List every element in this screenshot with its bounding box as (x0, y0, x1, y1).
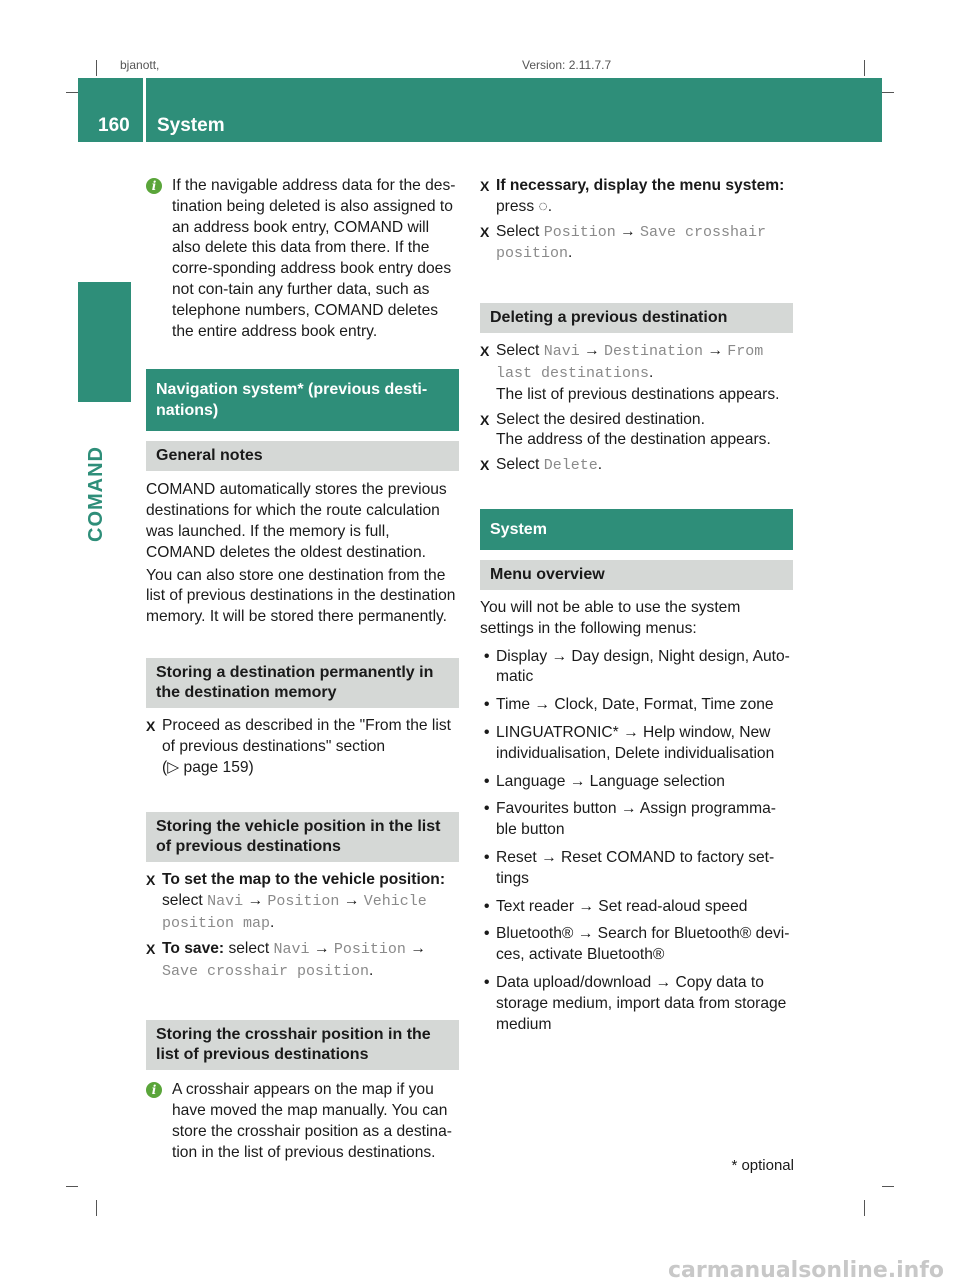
crop-mark (882, 92, 894, 93)
step-marker-icon: X (146, 940, 156, 957)
menu-list-item: • Text reader → Set read-aloud speed (480, 897, 793, 918)
side-label: COMAND (85, 446, 107, 542)
menu-list-item: • Time → Clock, Date, Format, Time zone (480, 695, 793, 716)
subsection-heading: Storing a destination permanently in the destination memory (146, 658, 459, 708)
bullet-icon: • (484, 723, 490, 741)
subsection-heading: Deleting a previous destination (480, 303, 793, 333)
subsection-heading: Menu overview (480, 560, 793, 590)
bullet-icon: • (484, 696, 490, 714)
bullet-icon: • (484, 647, 490, 665)
paragraph: You can also store one destination from the list of previous destinations in the destination memory. It will be stored there permanently. (146, 566, 456, 626)
instruction-step: X If necessary, display the menu system: press ◌. (480, 177, 785, 215)
crop-mark (96, 1200, 97, 1216)
footnote-optional: * optional (731, 1157, 794, 1174)
menu-list (480, 647, 793, 1036)
instruction-step: X To save: select Navi → Position → Save crosshair position. (146, 939, 426, 980)
bullet-icon: • (484, 925, 490, 943)
page-title: System (157, 115, 225, 136)
menu-list-item: • Bluetooth® → Search for Bluetooth® devi-ces, activate Bluetooth® (484, 925, 790, 964)
info-icon: i (146, 178, 162, 194)
header-bar (146, 78, 882, 142)
step-marker-icon: X (480, 411, 490, 428)
instruction-step: X To set the map to the vehicle position: select Navi → Position → Vehicle position map. (146, 871, 446, 932)
crop-mark (96, 60, 97, 76)
subsection-heading: General notes (146, 441, 459, 471)
menu-list-item: • Display → Day design, Night design, Auto-matic (484, 647, 790, 686)
right-column (480, 176, 793, 1035)
step-marker-icon: X (480, 343, 490, 360)
menu-list-item: • Favourites button → Assign programma-ble button (484, 800, 776, 839)
crop-mark (864, 60, 865, 76)
controller-icon: ◌ (538, 197, 548, 215)
left-column (146, 176, 459, 1164)
step-marker-icon: X (146, 872, 156, 889)
instruction-step: X Select Navi → Destination → From last destinations. The list of previous destinations appears. (480, 342, 780, 403)
info-text: If the navigable address data for the des-tination being deleted is also assigned to an address book entry, COMAND will also delete this data from there. If the corre-sponding address book entry does not con-tain any further data, such as telephone numbers, COMAND deletes the entire address book entry. (172, 177, 456, 340)
step-marker-icon: X (480, 223, 490, 240)
instruction-step: X Select the desired destination. The address of the destination appears. (480, 410, 771, 449)
side-tab (78, 282, 131, 402)
header-separator (143, 78, 146, 142)
step-marker-icon: X (480, 457, 490, 474)
paragraph: You will not be able to use the system settings in the following menus: (480, 598, 741, 637)
info-note (146, 176, 459, 342)
instruction-step: X Proceed as described in the "From the list of previous destinations" section (▷ page 159) (146, 716, 459, 778)
section-heading: System (480, 509, 793, 550)
print-meta-right: Version: 2.11.7.7 (522, 58, 612, 72)
page-reference: (▷ page 159) (162, 758, 254, 776)
instruction-step: X Select Position → Save crosshair position. (480, 222, 767, 263)
info-icon: i (146, 1082, 162, 1098)
bullet-icon: • (484, 772, 490, 790)
menu-list-item: • Data upload/download → Copy data to storage medium, import data from storage medium (484, 973, 787, 1033)
crop-mark (864, 1200, 865, 1216)
menu-list-item: • Language → Language selection (480, 772, 793, 793)
subsection-heading: Storing the vehicle position in the list of previous destinations (146, 812, 459, 862)
section-heading: Navigation system* (previous desti-nations) (146, 369, 459, 431)
info-note (146, 1080, 459, 1163)
menu-list-item: • LINGUATRONIC* → Help window, New individualisation, Delete individualisation (484, 723, 775, 762)
subsection-heading: Storing the crosshair position in the list of previous destinations (146, 1020, 459, 1070)
instruction-step: X Select Delete. (480, 456, 603, 475)
watermark: carmanualsonline.info (668, 1258, 944, 1283)
step-marker-icon: X (146, 717, 156, 734)
page-number: 160 (98, 115, 130, 136)
bullet-icon: • (484, 848, 490, 866)
paragraph: COMAND automatically stores the previous destinations for which the route calculation was launched. If the memory is full, COMAND deletes the oldest destination. (146, 481, 447, 561)
crop-mark (66, 92, 78, 93)
crop-mark (882, 1186, 894, 1187)
bullet-icon: • (484, 897, 490, 915)
info-text: A crosshair appears on the map if you have moved the map manually. You can store the crosshair position as a destina-tion in the list of previous destinations. (172, 1081, 452, 1161)
menu-list-item: • Reset → Reset COMAND to factory set-tings (484, 848, 775, 887)
bullet-icon: • (484, 800, 490, 818)
crop-mark (66, 1186, 78, 1187)
bullet-icon: • (484, 973, 490, 991)
step-marker-icon: X (480, 178, 490, 194)
print-meta-left: bjanott, (120, 58, 160, 72)
